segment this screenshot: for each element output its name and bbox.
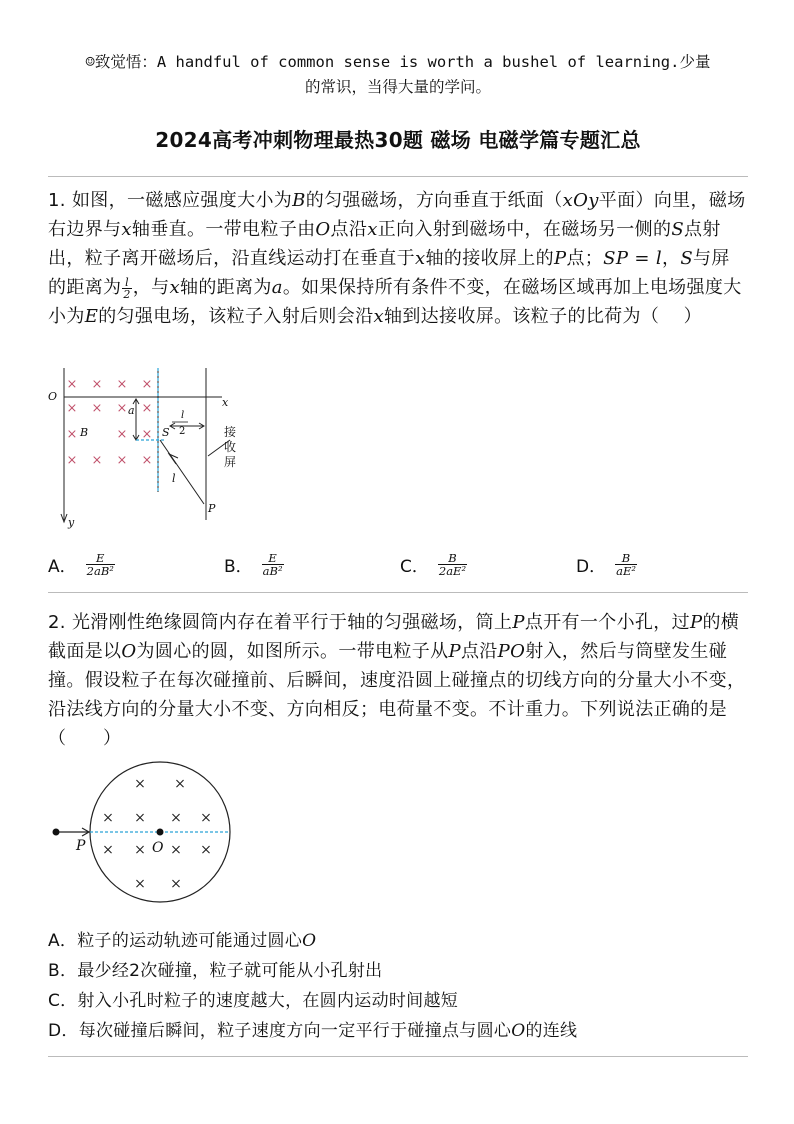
label-l: l [172,472,176,485]
cross: × [66,377,78,392]
label-a: a [128,404,135,417]
label-B: B [80,426,89,439]
q2-option-d[interactable]: D．每次碰撞后瞬间，粒子速度方向一定平行于碰撞点与圆心O的连线 [48,1021,578,1041]
cross: × [141,401,153,416]
cross: × [134,810,146,826]
cross: × [170,842,182,858]
label-x: x [222,396,229,409]
label-l-half-den: 2 [179,426,186,437]
question-number: 2. [48,612,66,633]
q1-option-c[interactable]: C． $\frac{B}{\text{2aE²}}$ [400,551,467,578]
cross: × [174,776,186,792]
q1-option-a[interactable]: A． $\frac{E}{\text{2aB²}}$ [48,551,114,578]
cross: × [116,377,128,392]
cross: × [91,377,103,392]
cross: × [116,427,128,442]
svg-text:收: 收 [224,440,237,454]
particle-dot [53,829,60,836]
motto-line-1: ☺致觉悟：A handful of common sense is worth a bushel of learning.少量 [85,53,711,71]
q2-option-b[interactable]: B．最少经2次碰撞，粒子就可能从小孔射出 [48,961,383,981]
cross: × [91,453,103,468]
cross: × [141,453,153,468]
cross: × [134,776,146,792]
q2-option-a[interactable]: A．粒子的运动轨迹可能通过圆心O [48,931,317,951]
cross: × [116,453,128,468]
cross: × [134,842,146,858]
label-O: O [152,840,164,856]
cross: × [141,427,153,442]
cross: × [170,810,182,826]
question-1-text: 1. 如图，一磁感应强度大小为B的匀强磁场，方向垂直于纸面（xOy平面）向里，磁场右边界与x轴垂直。一带电粒子由O点沿x正向入射到磁场中，在磁场另一侧的S点射出，粒子离开磁场后，沿直线运动打在垂直于x轴的接收屏上的P点；SP = l，S与屏的距离为 $\frac{l}{2}$ ，与x轴的距离为a。如果保持所有条件不变，在磁场区域再加上电场强度大小为E的匀强电场，该粒子入射后则会沿x轴到达接收屏。该粒子的比荷为（ ） [48,190,746,327]
question-2-text: 2. 光滑刚性绝缘圆筒内存在着平行于轴的匀强磁场，筒上P点开有一个小孔，过P的横截面是以O为圆心的圆，如图所示。一带电粒子从P点沿PO射入，然后与筒壁发生碰撞。假设粒子在每次碰撞前、后瞬间，速度沿圆上碰撞点的切线方向的分量大小不变，沿法线方向的分量大小不变、方向相反；电荷量不变。不计重力。下列说法正确的是（ ） [48,612,746,749]
cross: × [66,453,78,468]
label-S: S [162,426,170,439]
cross: × [66,427,78,442]
trajectory-line [160,440,204,504]
motto-quote [48,50,748,100]
question-number: 1. [48,190,66,211]
screen-label [224,424,236,469]
q1-option-d[interactable]: D． $\frac{B}{\text{aE²}}$ [576,551,636,578]
cross: × [66,401,78,416]
field-crosses [67,377,153,468]
question-2-figure [44,756,244,912]
cross: × [200,810,212,826]
q2-option-c[interactable]: C．射入小孔时粒子的速度越大，在圆内运动时间越短 [48,991,459,1011]
label-O: O [48,390,58,403]
question-1-figure [44,360,244,532]
cross: × [170,876,182,892]
svg-text:屏: 屏 [224,455,237,469]
label-l-half-num: l [181,410,185,421]
label-P: P [76,838,86,854]
cross: × [102,842,114,858]
divider [48,176,748,177]
page-title: 2024高考冲刺物理最热30题 磁场 电磁学篇专题汇总 [155,128,641,152]
label-P: P [208,502,216,515]
q1-option-b[interactable]: B． $\frac{E}{\text{aB²}}$ [224,551,283,578]
cross: × [141,377,153,392]
fraction-l-over-2: $\frac{l}{2}$ [123,275,131,301]
cross: × [134,876,146,892]
cross: × [116,401,128,416]
cross: × [200,842,212,858]
motto-line-2: 的常识，当得大量的学问。 [304,78,491,96]
label-y: y [68,516,75,529]
field-crosses [102,776,212,892]
divider [48,1056,748,1057]
center-dot [157,829,164,836]
svg-text:接: 接 [224,425,237,439]
cross: × [91,401,103,416]
cross: × [102,810,114,826]
divider [48,592,748,593]
